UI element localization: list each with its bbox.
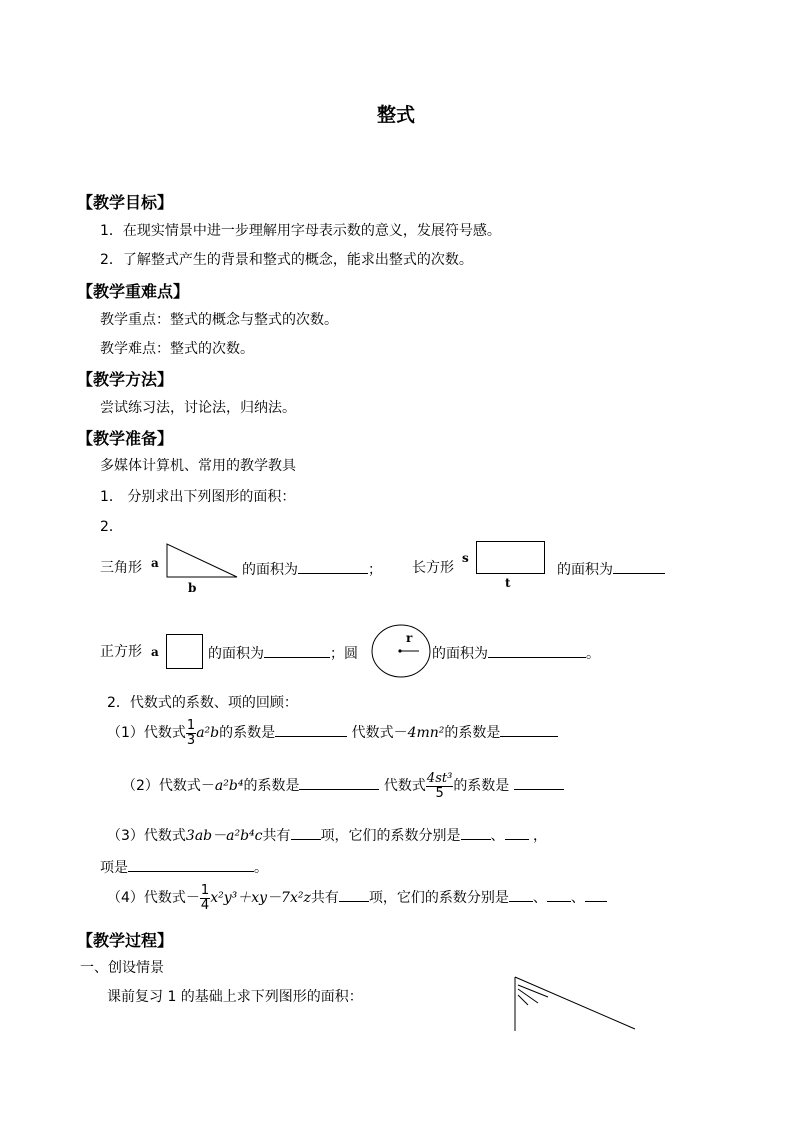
objective-2: 2．了解整式产生的背景和整式的概念，能求出整式的次数。 xyxy=(100,252,473,268)
subheading-scenario: 一、创设情景 xyxy=(80,960,164,976)
prep-line-2: 1． 分别求出下列图形的面积： xyxy=(100,489,296,505)
question-2: （2）代数式－a²b⁴的系数是 代数式 $\frac{\text{4st³}}{5}$ 的系数是 xyxy=(122,771,564,801)
heading-preparation: 【教学准备】 xyxy=(77,429,174,448)
question-1: （1）代数式 $\frac{1}{3}$ a²b的系数是 代数式－4mn²的系数是 xyxy=(107,718,558,748)
square-shape xyxy=(166,634,204,670)
blank-q1-b[interactable] xyxy=(500,722,558,737)
review-title: 2．代数式的系数、项的回顾： xyxy=(107,695,298,711)
objective-1: 1．在现实情景中进一步理解用字母表示数的意义，发展符号感。 xyxy=(100,223,501,239)
prep-line-1: 多媒体计算机、常用的教学教具 xyxy=(100,458,296,474)
heading-objectives: 【教学目标】 xyxy=(77,193,174,212)
triangle-side-b: b xyxy=(188,581,197,595)
heading-methods: 【教学方法】 xyxy=(77,370,174,389)
blank-q3-c1[interactable] xyxy=(461,825,491,840)
page-title: 整式 xyxy=(377,104,416,126)
question-4: （4）代数式－ $\frac{1}{4}$ x²y³＋xy－7x²z共有 项，它们的系数分别是 、 、 xyxy=(107,883,607,913)
fraction-1-4: $\frac{1}{4}$ xyxy=(200,882,210,913)
triangle-area-text: 的面积为 ； xyxy=(242,559,382,579)
blank-square-area[interactable] xyxy=(264,643,330,658)
circle-radius-r: r xyxy=(406,631,413,645)
blank-q4-c3[interactable] xyxy=(585,887,607,902)
question-3: （3）代数式3ab－a²b⁴c共有 项，它们的系数分别是 、 ， xyxy=(107,825,547,845)
blank-q4-count[interactable] xyxy=(339,887,369,902)
triangle-label: 三角形 xyxy=(100,560,142,576)
square-area-text: 的面积为 ；圆 xyxy=(208,643,358,663)
rectangle-area-text: 的面积为 xyxy=(557,559,665,579)
blank-circle-area[interactable] xyxy=(488,643,586,658)
prep-line-3: 2． xyxy=(100,519,123,535)
rectangle-side-s: s xyxy=(462,551,469,565)
rectangle-label: 长方形 xyxy=(412,560,454,576)
triangle-shape xyxy=(166,543,238,579)
triangle-side-a: a xyxy=(151,556,159,570)
fraction-4st3-5: $\frac{\text{4st³}}{5}$ xyxy=(426,770,453,801)
key-point: 教学重点：整式的概念与整式的次数。 xyxy=(100,312,338,328)
circle-area-text: 的面积为 。 xyxy=(432,643,600,663)
blank-q3-terms[interactable] xyxy=(128,857,254,872)
rectangle-shape xyxy=(476,541,546,575)
square-label: 正方形 xyxy=(100,644,142,660)
trapezoid-figure xyxy=(512,975,638,1035)
blank-q1-a[interactable] xyxy=(275,722,347,737)
blank-q4-c1[interactable] xyxy=(509,887,533,902)
fraction-1-3: $\frac{1}{3}$ xyxy=(186,717,196,748)
blank-rectangle-area[interactable] xyxy=(613,559,665,574)
blank-q3-count[interactable] xyxy=(291,825,321,840)
blank-q4-c2[interactable] xyxy=(547,887,571,902)
blank-q2-a[interactable] xyxy=(299,775,379,790)
blank-triangle-area[interactable] xyxy=(298,559,368,574)
question-3-terms: 项是 。 xyxy=(100,857,268,877)
blank-q3-c2[interactable] xyxy=(505,825,529,840)
square-side-a: a xyxy=(151,645,159,659)
scenario-text: 课前复习 1 的基础上求下列图形的面积： xyxy=(107,989,363,1005)
circle-shape xyxy=(371,624,431,680)
difficult-point: 教学难点：整式的次数。 xyxy=(100,341,254,357)
heading-key-points: 【教学重难点】 xyxy=(77,282,190,301)
rectangle-side-t: t xyxy=(505,576,511,590)
blank-q2-b[interactable] xyxy=(514,775,564,790)
heading-process: 【教学过程】 xyxy=(77,931,174,950)
methods-text: 尝试练习法，讨论法，归纳法。 xyxy=(100,400,296,416)
